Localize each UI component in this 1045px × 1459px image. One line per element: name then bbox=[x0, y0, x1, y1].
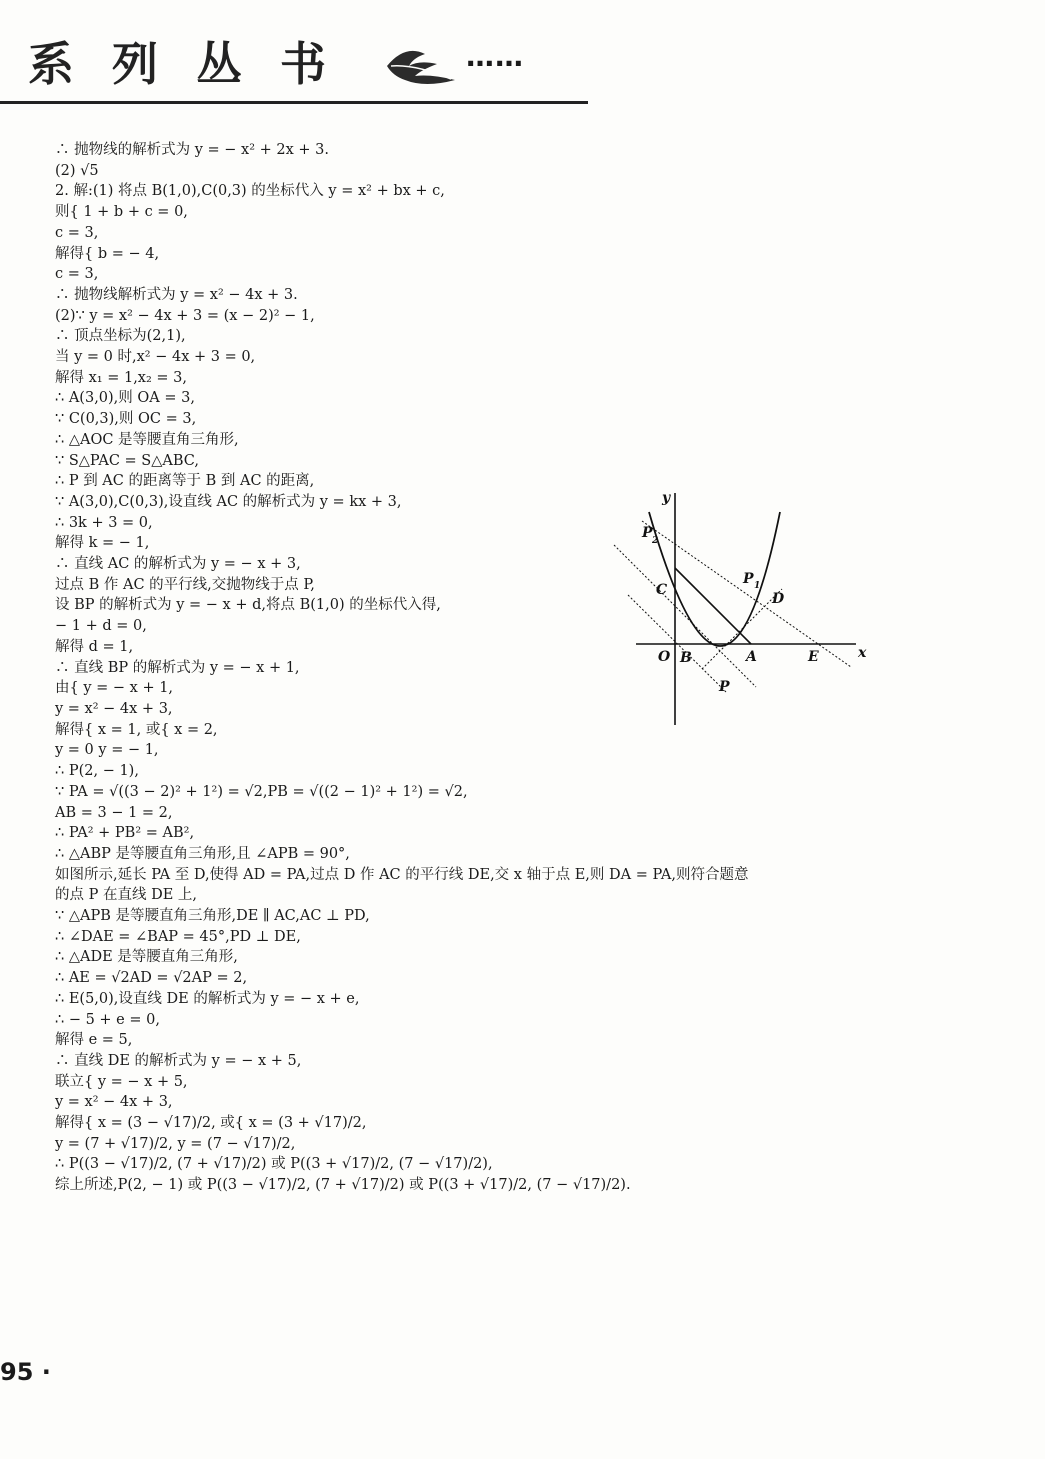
text-line: ∵ C(0,3),则 OC = 3, bbox=[55, 411, 197, 428]
text-line: (2)∵ y = x² − 4x + 3 = (x − 2)² − 1, bbox=[55, 307, 315, 324]
text-line: 解得{ b = − 4, bbox=[55, 245, 160, 262]
text-line: y = 0 y = − 1, bbox=[55, 742, 159, 759]
text-line: ∴ 抛物线解析式为 y = x² − 4x + 3. bbox=[55, 286, 298, 303]
text-line: ∵ PA = √((3 − 2)² + 1²) = √2,PB = √((2 − 1)² + 1²) = √2, bbox=[55, 783, 468, 800]
text-line: c = 3, bbox=[55, 266, 99, 283]
text-line: 解得 k = − 1, bbox=[55, 535, 150, 552]
page-number: 95 · bbox=[0, 1358, 51, 1386]
text-line: 的点 P 在直线 DE 上, bbox=[55, 887, 198, 904]
text-line: 综上所述,P(2, − 1) 或 P((3 − √17)/2, (7 + √17)/2) 或 P((3 + √17)/2, (7 − √17)/2). bbox=[55, 1177, 631, 1194]
text-line: 则{ 1 + b + c = 0, bbox=[55, 204, 188, 221]
line-ac bbox=[675, 568, 751, 644]
text-line: ∴ 直线 AC 的解析式为 y = − x + 3, bbox=[55, 556, 301, 573]
parabola-curve bbox=[649, 512, 780, 646]
text-line: ∴ P 到 AC 的距离等于 B 到 AC 的距离, bbox=[55, 473, 315, 490]
text-line: AB = 3 − 1 = 2, bbox=[55, 804, 173, 821]
label-p: P bbox=[719, 679, 730, 695]
label-d: D bbox=[772, 591, 785, 607]
label-o: O bbox=[658, 649, 671, 665]
parabola-figure bbox=[606, 485, 896, 735]
text-line: − 1 + d = 0, bbox=[55, 618, 147, 635]
text-line: 解得 x₁ = 1,x₂ = 3, bbox=[55, 369, 187, 386]
label-p2: P bbox=[642, 525, 653, 541]
line-pd bbox=[702, 589, 782, 669]
label-c: C bbox=[656, 582, 668, 598]
label-p1-sub: 1 bbox=[754, 581, 761, 591]
text-line: 解得 e = 5, bbox=[55, 1032, 133, 1049]
text-line: ∵ △APB 是等腰直角三角形,DE ∥ AC,AC ⊥ PD, bbox=[55, 908, 370, 925]
text-line: c = 3, bbox=[55, 224, 99, 241]
leaf-ornament-icon bbox=[385, 36, 457, 92]
text-line: ∴ △ADE 是等腰直角三角形, bbox=[55, 949, 238, 966]
text-line: ∴ ∠DAE = ∠BAP = 45°,PD ⊥ DE, bbox=[55, 928, 301, 945]
text-line: ∴ △AOC 是等腰直角三角形, bbox=[55, 431, 239, 448]
text-line: 联立{ y = − x + 5, bbox=[55, 1073, 188, 1090]
text-line: 设 BP 的解析式为 y = − x + d,将点 B(1,0) 的坐标代入得, bbox=[55, 597, 441, 614]
text-line: ∴ 3k + 3 = 0, bbox=[55, 514, 153, 531]
text-line: ∴ P((3 − √17)/2, (7 + √17)/2) 或 P((3 + √17)/2, (7 − √17)/2), bbox=[55, 1156, 493, 1173]
label-e: E bbox=[808, 649, 819, 665]
label-p2-sub: 2 bbox=[652, 536, 659, 546]
text-line: y = x² − 4x + 3, bbox=[55, 1094, 173, 1111]
text-line: ∴ AE = √2AD = √2AP = 2, bbox=[55, 970, 248, 987]
label-x: x bbox=[858, 645, 867, 661]
header-dots: …… bbox=[466, 40, 524, 73]
text-line: ∴ PA² + PB² = AB², bbox=[55, 825, 195, 842]
text-line: y = x² − 4x + 3, bbox=[55, 700, 173, 717]
text-line: 如图所示,延长 PA 至 D,使得 AD = PA,过点 D 作 AC 的平行线 DE,交 x 轴于点 E,则 DA = PA,则符合题意 bbox=[55, 866, 749, 883]
text-line: ∴ A(3,0),则 OA = 3, bbox=[55, 390, 195, 407]
label-a: A bbox=[746, 649, 757, 665]
text-line: y = (7 + √17)/2, y = (7 − √17)/2, bbox=[55, 1135, 296, 1152]
line-de bbox=[642, 521, 851, 667]
text-line: 当 y = 0 时,x² − 4x + 3 = 0, bbox=[55, 349, 256, 366]
text-line: 2. 解:(1) 将点 B(1,0),C(0,3) 的坐标代入 y = x² + bx + c, bbox=[55, 183, 445, 200]
text-line: ∴ 抛物线的解析式为 y = − x² + 2x + 3. bbox=[55, 142, 329, 158]
text-line: 由{ y = − x + 1, bbox=[55, 680, 174, 697]
label-b: B bbox=[680, 650, 692, 666]
text-line: ∴ 顶点坐标为(2,1), bbox=[55, 328, 186, 345]
series-title: 系列丛书 bbox=[28, 37, 364, 91]
text-line: ∴ 直线 DE 的解析式为 y = − x + 5, bbox=[55, 1052, 302, 1069]
label-p1: P bbox=[743, 571, 754, 587]
text-line: ∵ S△PAC = S△ABC, bbox=[55, 452, 199, 469]
text-line: 过点 B 作 AC 的平行线,交抛物线于点 P, bbox=[55, 576, 315, 593]
text-line: ∴ △ABP 是等腰直角三角形,且 ∠APB = 90°, bbox=[55, 845, 350, 862]
text-line: (2) √5 bbox=[55, 162, 99, 179]
header-rule bbox=[0, 101, 588, 104]
text-line: ∴ − 5 + e = 0, bbox=[55, 1011, 160, 1028]
text-line: ∴ E(5,0),设直线 DE 的解析式为 y = − x + e, bbox=[55, 990, 360, 1007]
text-line: 解得 d = 1, bbox=[55, 638, 134, 655]
label-y: y bbox=[662, 490, 671, 506]
text-line: ∴ 直线 BP 的解析式为 y = − x + 1, bbox=[55, 659, 300, 676]
text-line: 解得{ x = 1, 或{ x = 2, bbox=[55, 721, 218, 738]
text-line: 解得{ x = (3 − √17)/2, 或{ x = (3 + √17)/2, bbox=[55, 1115, 367, 1132]
text-line: ∵ A(3,0),C(0,3),设直线 AC 的解析式为 y = kx + 3, bbox=[55, 493, 402, 510]
text-line: ∴ P(2, − 1), bbox=[55, 763, 139, 780]
